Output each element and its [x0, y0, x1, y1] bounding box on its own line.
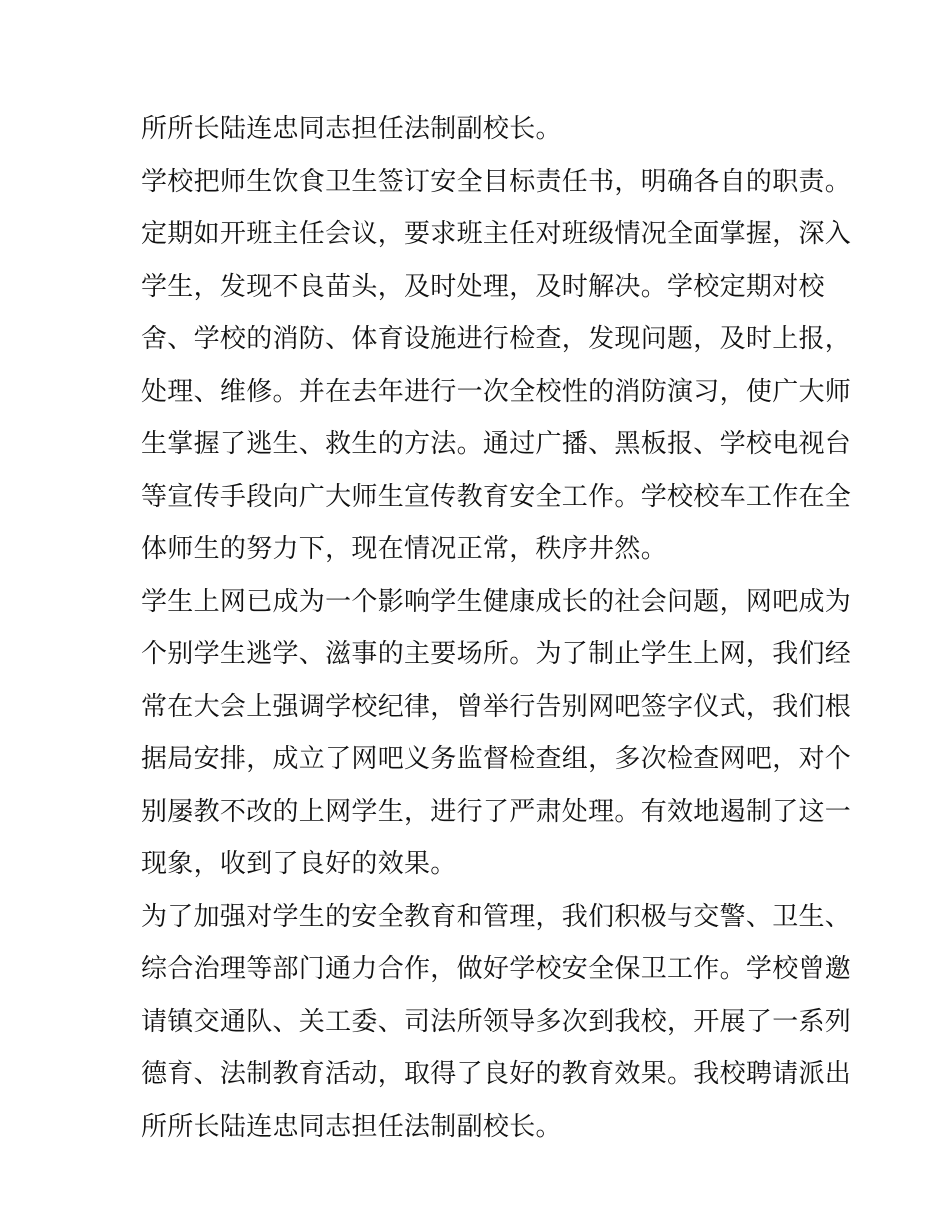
text-line: 为了加强对学生的安全教育和管理，我们积极与交警、卫生、 — [141, 901, 852, 932]
text-line: 综合治理等部门通力合作，做好学校安全保卫工作。学校曾邀 — [141, 954, 852, 984]
document-body — [141, 103, 852, 1153]
text-line: 定期如开班主任会议，要求班主任对班级情况全面掌握，深入 — [141, 219, 852, 249]
text-line: 学校把师生饮食卫生签订安全目标责任书，明确各自的职责。 — [141, 166, 852, 197]
text-line: 所所长陆连忠同志担任法制副校长。 — [141, 114, 562, 144]
text-line: 等宣传手段向广大师生宣传教育安全工作。学校校车工作在全 — [141, 481, 852, 512]
paragraph-4 — [141, 891, 852, 1154]
text-line: 个别学生逃学、滋事的主要场所。为了制止学生上网，我们经 — [141, 639, 852, 669]
text-line: 处理、维修。并在去年进行一次全校性的消防演习，使广大师 — [141, 376, 852, 407]
text-line: 学生，发现不良苗头，及时处理，及时解决。学校定期对校 — [141, 271, 825, 302]
text-line: 舍、学校的消防、体育设施进行检查，发现问题，及时上报， — [141, 324, 852, 354]
text-line: 别屡教不改的上网学生，进行了严肃处理。有效地遏制了这一 — [141, 796, 852, 827]
text-line: 所所长陆连忠同志担任法制副校长。 — [141, 1111, 562, 1142]
text-line: 生掌握了逃生、救生的方法。通过广播、黑板报、学校电视台 — [141, 429, 852, 459]
paragraph-1 — [141, 103, 821, 156]
text-line: 据局安排，成立了网吧义务监督检查组，多次检查网吧，对个 — [141, 744, 852, 774]
text-line: 学生上网已成为一个影响学生健康成长的社会问题，网吧成为 — [141, 586, 852, 617]
paragraph-3 — [141, 576, 852, 891]
text-line: 德育、法制教育活动，取得了良好的教育效果。我校聘请派出 — [141, 1059, 852, 1089]
text-line: 体师生的努力下，现在情况正常，秩序井然。 — [141, 534, 668, 564]
paragraph-2 — [141, 156, 852, 576]
text-line: 常在大会上强调学校纪律，曾举行告别网吧签字仪式，我们根 — [141, 691, 852, 722]
text-line: 请镇交通队、关工委、司法所领导多次到我校，开展了一系列 — [141, 1006, 852, 1037]
text-line: 现象，收到了良好的效果。 — [141, 849, 457, 879]
